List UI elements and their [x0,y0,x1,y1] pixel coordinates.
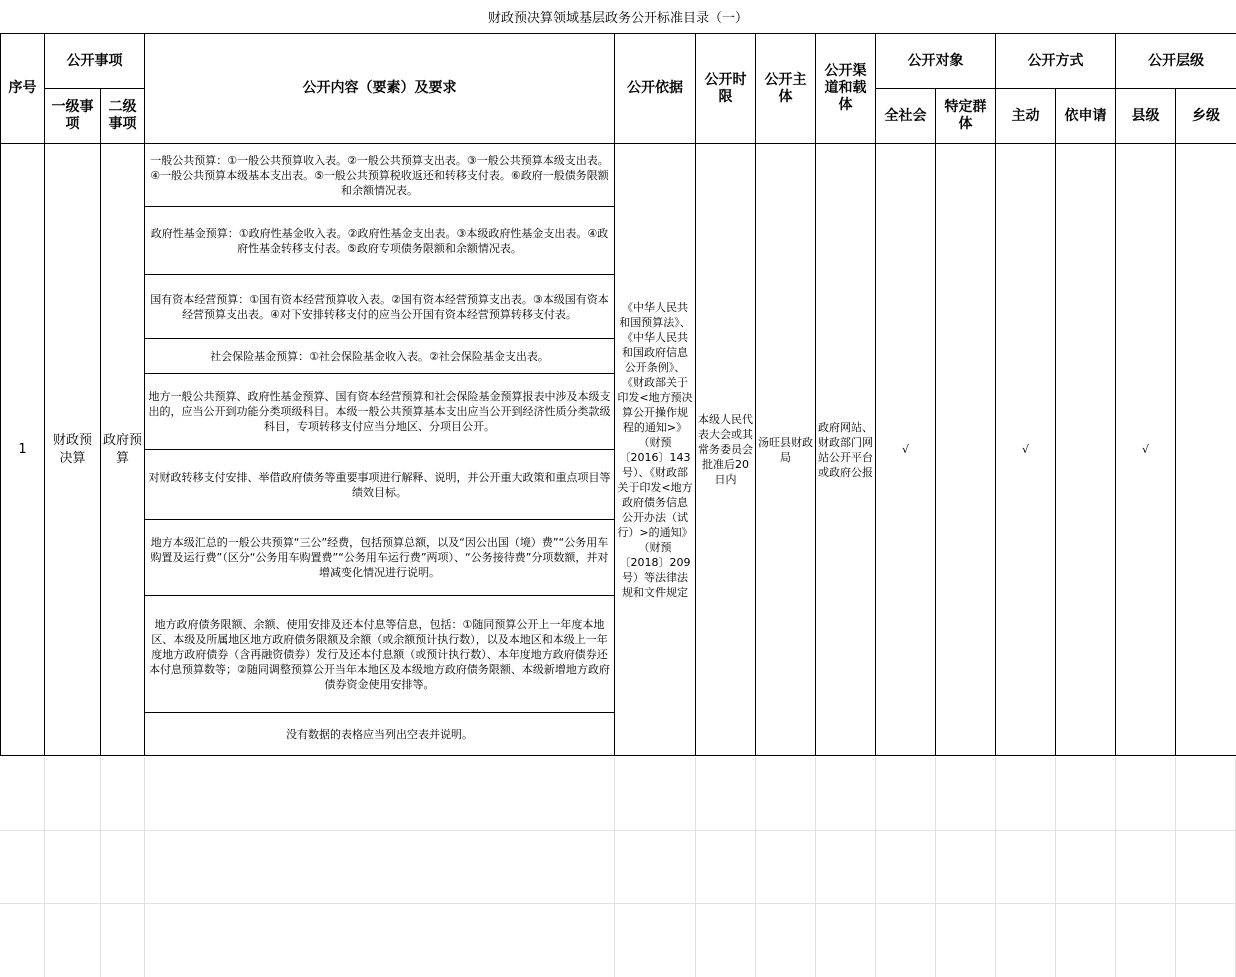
cell-content-9[interactable]: 没有数据的表格应当列出空表并说明。 [145,713,615,756]
cell-level-town[interactable] [1176,144,1236,756]
header-matters[interactable]: 公开事项 [45,34,145,89]
cell-time[interactable]: 本级人民代表大会或其常务委员会批准后20日内 [696,144,756,756]
header-basis[interactable]: 公开依据 [615,34,696,144]
header-time[interactable]: 公开时限 [696,34,756,144]
header-content[interactable]: 公开内容（要素）及要求 [145,34,615,144]
header-method-active[interactable]: 主动 [996,89,1056,144]
cell-content-2[interactable]: 政府性基金预算：①政府性基金收入表。②政府性基金支出表。③本级政府性基金支出表。④政府性基金转移支付表。⑤政府专项债务限额和余额情况表。 [145,207,615,275]
header-subject[interactable]: 公开主体 [756,34,816,144]
cell-seq[interactable]: 1 [1,144,45,756]
cell-target-all[interactable]: √ [876,144,936,756]
cell-subject[interactable]: 汤旺县财政局 [756,144,816,756]
header-level[interactable]: 公开层级 [1116,34,1236,89]
cell-level-county[interactable]: √ [1116,144,1176,756]
cell-level1[interactable]: 财政预决算 [45,144,101,756]
header-channel[interactable]: 公开渠道和载体 [816,34,876,144]
header-row-1 [1,34,1236,89]
cell-method-active[interactable]: √ [996,144,1056,756]
header-seq[interactable]: 序号 [1,34,45,144]
cell-content-7[interactable]: 地方本级汇总的一般公共预算“三公”经费，包括预算总额，以及“因公出国（境）费”“公务用车购置及运行费”（区分“公务用车购置费”“公务用车运行费”两项）、“公务接待费”分项数额，并对增减变化情况进行说明。 [145,520,615,596]
header-method-apply[interactable]: 依申请 [1056,89,1116,144]
cell-target-group[interactable] [936,144,996,756]
header-target-all[interactable]: 全社会 [876,89,936,144]
cell-content-4[interactable]: 社会保险基金预算：①社会保险基金收入表。②社会保险基金支出表。 [145,339,615,374]
catalog-table [0,33,1236,756]
cell-content-3[interactable]: 国有资本经营预算：①国有资本经营预算收入表。②国有资本经营预算支出表。③本级国有资本经营预算支出表。④对下安排转移支付的应当公开国有资本经营预算转移支付表。 [145,275,615,339]
table-row [1,144,1236,207]
cell-method-apply[interactable] [1056,144,1116,756]
header-level-county[interactable]: 县级 [1116,89,1176,144]
empty-sheet-gridlines [0,757,1236,977]
cell-basis[interactable]: 《中华人民共和国预算法》、《中华人民共和国政府信息公开条例》、《财政部关于印发<地方预决算公开操作规程的通知>》（财预〔2016〕143号）、《财政部关于印发<地方政府债务信息公开办法（试行）>的通知》（财预〔2018〕209号）等法律法规和文件规定 [615,144,696,756]
cell-content-6[interactable]: 对财政转移支付安排、举借政府债务等重要事项进行解释、说明，并公开重大政策和重点项目等绩效目标。 [145,450,615,520]
header-level-town[interactable]: 乡级 [1176,89,1236,144]
header-level2[interactable]: 二级事项 [101,89,145,144]
sheet-title: 财政预决算领域基层政务公开标准目录（一） [487,11,748,26]
header-target-group[interactable]: 特定群体 [936,89,996,144]
cell-content-8[interactable]: 地方政府债务限额、余额、使用安排及还本付息等信息，包括：①随同预算公开上一年度本地区、本级及所属地区地方政府债务限额及余额（或余额预计执行数），以及本地区和本级上一年度地方政府债券（含再融资债券）发行及还本付息额（或预计执行数）、本年度地方政府债券还本付息预算数等；②随同调整预算公开当年本地区及本级地方政府债务限额、本级新增地方政府债券资金使用安排等。 [145,596,615,713]
cell-content-5[interactable]: 地方一般公共预算、政府性基金预算、国有资本经营预算和社会保险基金预算报表中涉及本级支出的，应当公开到功能分类项级科目。本级一般公共预算基本支出应当公开到经济性质分类款级科目，专项转移支付应当分地区、分项目公开。 [145,374,615,450]
header-target[interactable]: 公开对象 [876,34,996,89]
cell-channel[interactable]: 政府网站、财政部门网站公开平台或政府公报 [816,144,876,756]
header-method[interactable]: 公开方式 [996,34,1116,89]
header-level1[interactable]: 一级事项 [45,89,101,144]
cell-level2[interactable]: 政府预算 [101,144,145,756]
cell-content-1[interactable]: 一般公共预算：①一般公共预算收入表。②一般公共预算支出表。③一般公共预算本级支出表。④一般公共预算本级基本支出表。⑤一般公共预算税收返还和转移支付表。⑥政府一般债务限额和余额情况表。 [145,144,615,207]
